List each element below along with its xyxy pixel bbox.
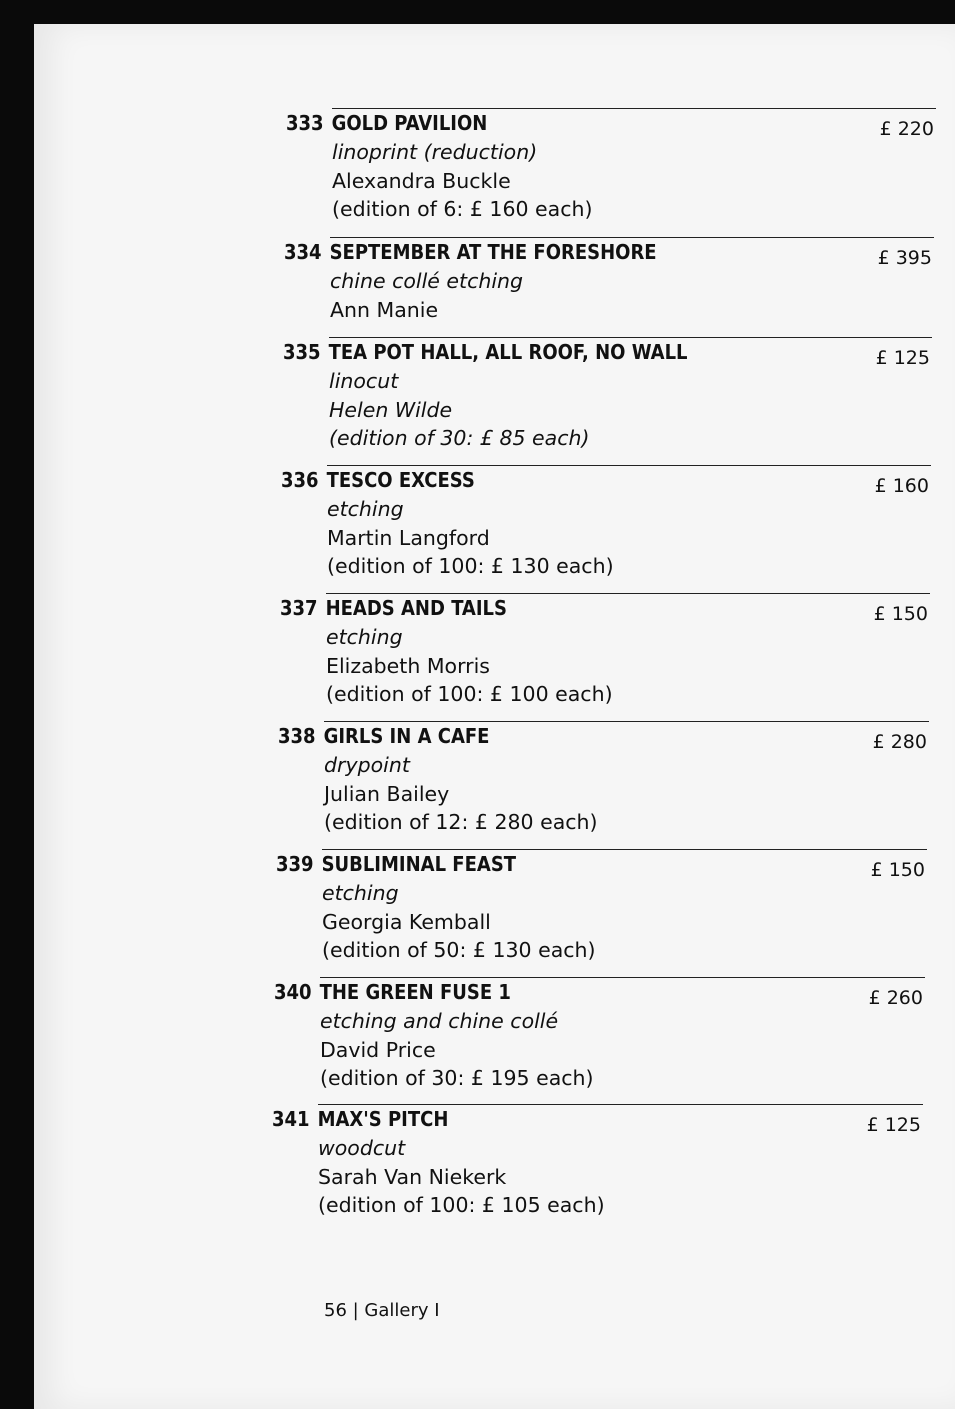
entry-heading [280,594,613,623]
entry-number: 339 [276,852,314,876]
entry-heading [274,978,594,1007]
entry-number: 341 [272,1107,310,1131]
entry-price: £ 150 [873,603,928,625]
entry-heading [278,722,598,751]
entry-edition: (edition of 100: £ 130 each) [327,554,614,578]
entry-medium: woodcut [318,1136,406,1160]
entry-title: SEPTEMBER AT THE FORESHORE [329,240,657,264]
entry-medium: drypoint [324,753,410,777]
entry-heading [283,338,688,367]
entry-medium: etching [326,625,403,649]
catalogue-entry [276,850,596,965]
entry-heading [286,109,592,138]
entry-artist: David Price [320,1037,436,1062]
entry-number: 333 [286,111,324,135]
entry-artist: Sarah Van Niekerk [318,1164,507,1189]
entry-price: £ 220 [879,118,934,140]
catalogue-entry [280,594,613,709]
entry-edition: (edition of 12: £ 280 each) [324,810,598,834]
entry-number: 335 [283,340,321,364]
entry-number: 338 [278,724,316,748]
page-footer: 56 | Gallery I [324,1300,440,1321]
entry-price: £ 260 [868,987,923,1009]
entry-title: GIRLS IN A CAFE [323,724,490,748]
entry-title: TEA POT HALL, ALL ROOF, NO WALL [328,340,688,364]
entry-artist: Julian Bailey [324,781,450,806]
entry-price: £ 160 [874,475,929,497]
entry-medium: etching and chine collé [320,1009,559,1033]
entry-edition: (edition of 50: £ 130 each) [322,938,596,962]
entry-medium: linoprint (reduction) [332,140,538,164]
entry-heading [276,850,596,879]
entry-edition: (edition of 6: £ 160 each) [332,197,593,221]
catalogue-entry [272,1105,605,1220]
entry-number: 334 [284,240,322,264]
catalogue-entry [283,338,688,453]
entry-price: £ 125 [875,347,930,369]
entry-artist: Martin Langford [327,525,490,550]
entry-artist: Ann Manie [330,297,439,322]
catalogue-entry [281,466,614,581]
entry-medium: etching [327,497,404,521]
entry-medium: etching [322,881,399,905]
entry-number: 340 [274,980,312,1004]
entry-number: 337 [280,596,318,620]
entry-price: £ 125 [866,1114,921,1136]
catalogue-entry [286,109,592,224]
entry-title: TESCO EXCESS [326,468,475,492]
entry-artist: Elizabeth Morris [326,653,490,678]
entry-number: 336 [281,468,319,492]
entry-title: HEADS AND TAILS [325,596,507,620]
entry-artist: Alexandra Buckle [332,168,511,193]
entry-edition: (edition of 100: £ 105 each) [318,1193,605,1217]
entry-medium: linocut [329,369,399,393]
entry-edition: (edition of 30: £ 85 each) [329,426,590,450]
entry-edition: (edition of 100: £ 100 each) [326,682,613,706]
entry-heading [281,466,614,495]
entry-artist: Georgia Kemball [322,909,491,934]
entry-title: GOLD PAVILION [331,111,488,135]
entry-heading [284,238,657,267]
entry-edition: (edition of 30: £ 195 each) [320,1066,594,1090]
entry-title: SUBLIMINAL FEAST [321,852,517,876]
entry-price: £ 280 [872,731,927,753]
catalogue-entry [274,978,594,1093]
entry-price: £ 150 [870,859,925,881]
entry-heading [272,1105,605,1134]
entry-price: £ 395 [877,247,932,269]
catalogue-entry [278,722,598,837]
entry-title: MAX'S PITCH [317,1107,449,1131]
entry-medium: chine collé etching [330,269,524,293]
entry-title: THE GREEN FUSE 1 [319,980,511,1004]
catalogue-entry [284,238,657,324]
entry-artist: Helen Wilde [329,397,453,422]
